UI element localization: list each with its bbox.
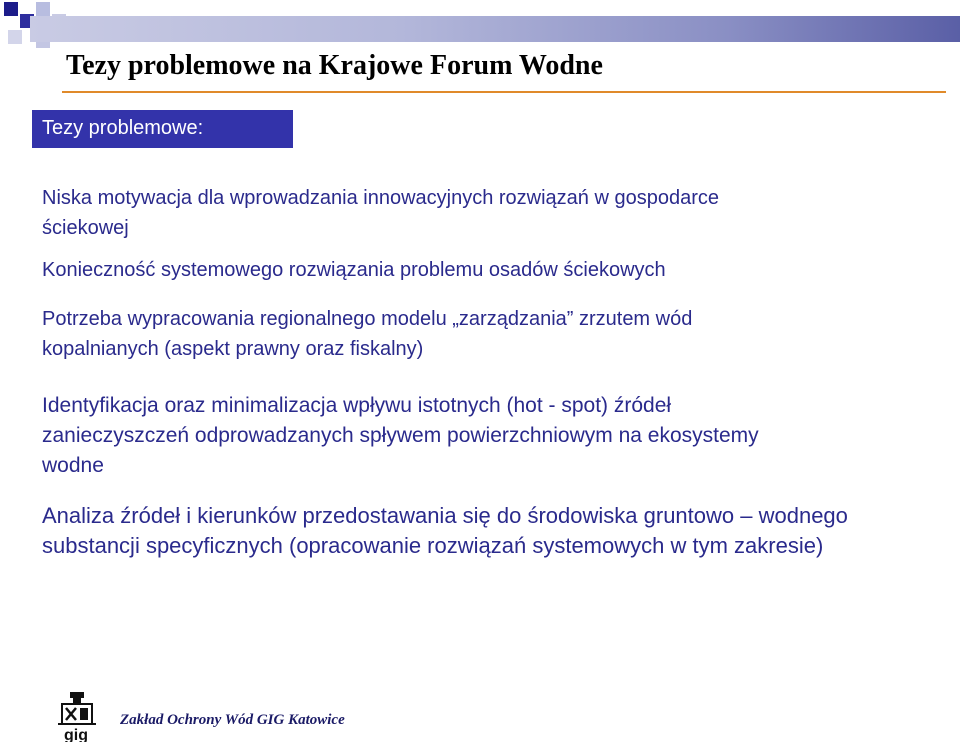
title-underline bbox=[62, 91, 946, 93]
header-gradient-bar bbox=[30, 16, 960, 42]
thesis-item-3-line-1: Potrzeba wypracowania regionalnego modelu „zarządzania” zrzutem wód bbox=[42, 308, 693, 330]
thesis-item-5-line-1: Analiza źródeł i kierunków przedostawania się do środowiska gruntowo – wodnego bbox=[42, 503, 848, 528]
section-header-label: Tezy problemowe: bbox=[42, 117, 204, 139]
thesis-item-3 bbox=[42, 304, 692, 364]
svg-text:gig: gig bbox=[64, 727, 88, 742]
thesis-item-4 bbox=[42, 391, 759, 481]
thesis-item-5 bbox=[42, 501, 848, 561]
thesis-item-3-line-2: kopalnianych (aspekt prawny oraz fiskalny) bbox=[42, 338, 424, 360]
thesis-item-1-line-2: ściekowej bbox=[42, 217, 129, 239]
thesis-item-5-line-2: substancji specyficznych (opracowanie rozwiązań systemowych w tym zakresie) bbox=[42, 533, 824, 558]
thesis-item-2-line-1: Konieczność systemowego rozwiązania problemu osadów ściekowych bbox=[42, 259, 666, 281]
slide-title: Tezy problemowe na Krajowe Forum Wodne bbox=[66, 50, 603, 81]
gig-logo-icon bbox=[56, 690, 98, 742]
thesis-item-4-line-3: wodne bbox=[42, 454, 104, 477]
thesis-item-1-line-1: Niska motywacja dla wprowadzania innowacyjnych rozwiązań w gospodarce bbox=[42, 187, 719, 209]
thesis-item-1 bbox=[42, 183, 719, 243]
thesis-item-4-line-1: Identyfikacja oraz minimalizacja wpływu istotnych (hot - spot) źródeł bbox=[42, 394, 672, 417]
footer-institution: Zakład Ochrony Wód GIG Katowice bbox=[120, 712, 345, 728]
thesis-item-2 bbox=[42, 255, 666, 285]
thesis-item-4-line-2: zanieczyszczeń odprowadzanych spływem powierzchniowym na ekosystemy bbox=[42, 424, 759, 447]
